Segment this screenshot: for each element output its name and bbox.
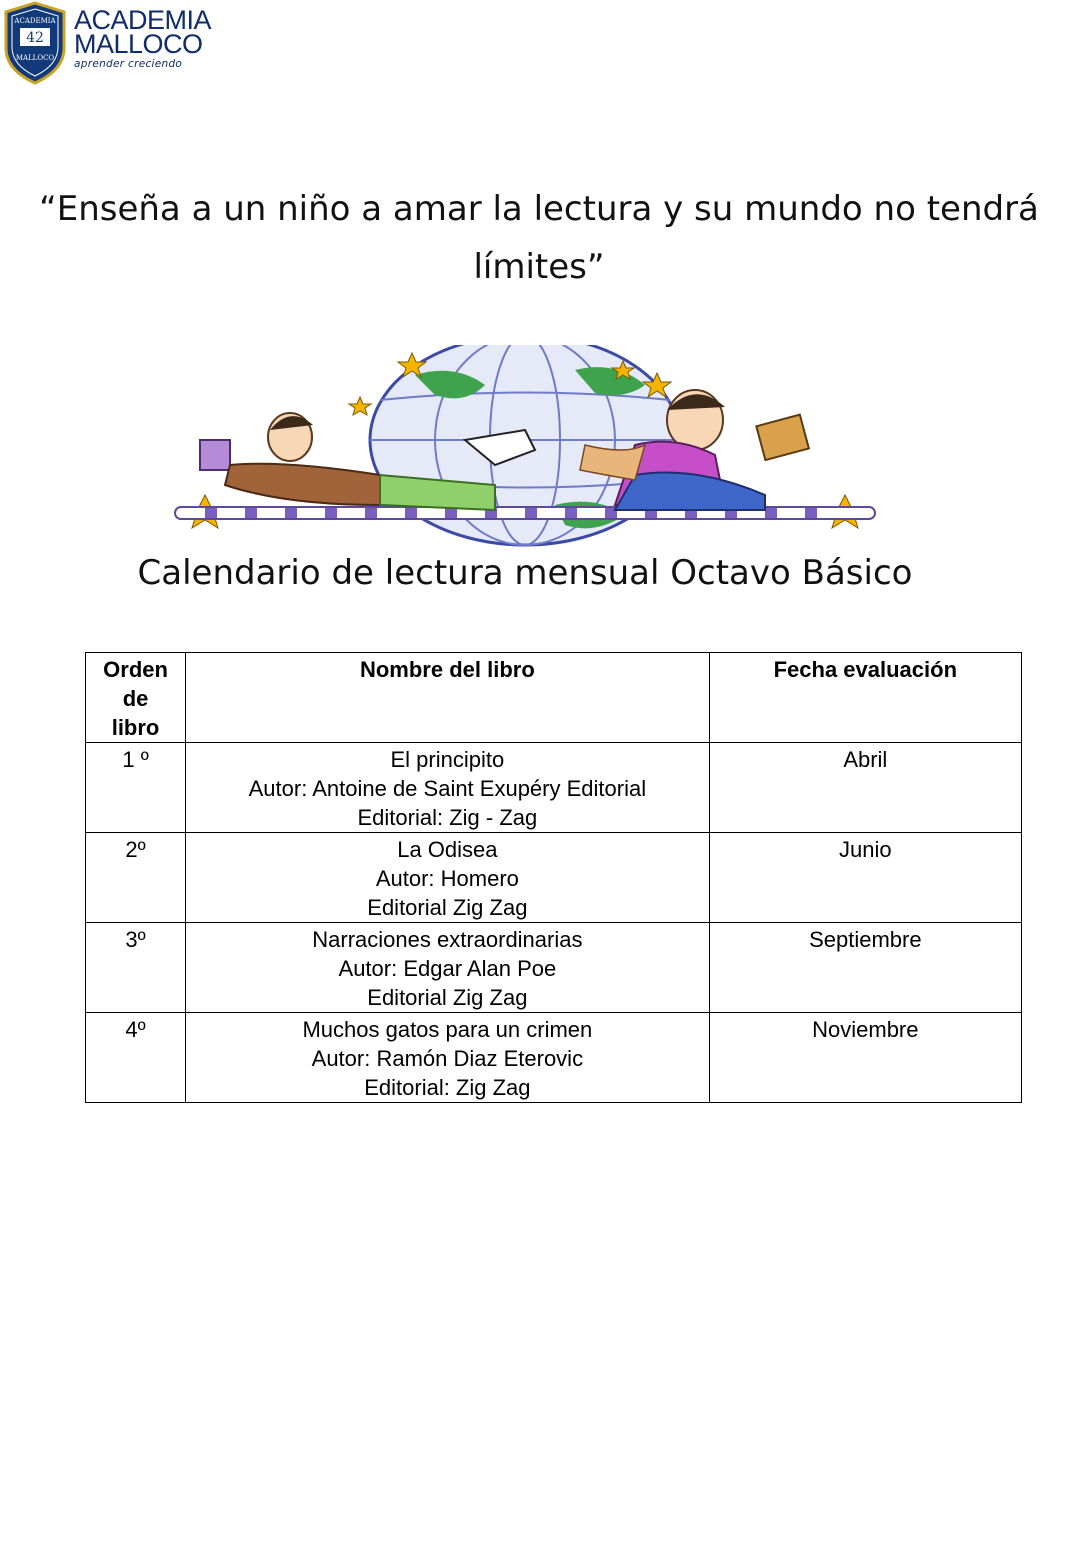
row-book bbox=[186, 923, 710, 1013]
school-logo bbox=[0, 0, 215, 86]
row-date: Septiembre bbox=[709, 923, 1021, 1013]
book-title: El principito bbox=[390, 747, 505, 772]
quote-line-1: “Enseña a un niño a amar la lectura y su mundo no tendrá bbox=[39, 189, 1039, 229]
book-author: Autor: Antoine de Saint Exupéry Editorial bbox=[248, 776, 647, 801]
row-order: 1 º bbox=[86, 743, 186, 833]
row-book bbox=[186, 743, 710, 833]
row-date: Noviembre bbox=[709, 1013, 1021, 1103]
table-header-row bbox=[86, 653, 1022, 743]
row-order: 4º bbox=[86, 1013, 186, 1103]
book-author: Autor: Edgar Alan Poe bbox=[338, 956, 557, 981]
book-publisher: Editorial: Zig Zag bbox=[364, 1075, 531, 1100]
book-publisher: Editorial Zig Zag bbox=[367, 895, 528, 920]
book-title: Muchos gatos para un crimen bbox=[302, 1017, 593, 1042]
book-title: Narraciones extraordinarias bbox=[312, 927, 583, 952]
school-seal-icon bbox=[0, 0, 70, 86]
book-author: Autor: Ramón Diaz Eterovic bbox=[311, 1046, 584, 1071]
children-reading-globe-illustration bbox=[165, 345, 885, 550]
header-order: Orden de libro bbox=[86, 653, 186, 743]
book-publisher: Editorial Zig Zag bbox=[367, 985, 528, 1010]
row-order: 3º bbox=[86, 923, 186, 1013]
table-row bbox=[86, 743, 1022, 833]
row-book bbox=[186, 1013, 710, 1103]
row-date: Junio bbox=[709, 833, 1021, 923]
quote bbox=[20, 180, 1058, 296]
logo-tagline: aprender creciendo bbox=[74, 58, 183, 70]
svg-text:MALLOCO: MALLOCO bbox=[15, 54, 55, 62]
page-heading: Calendario de lectura mensual Octavo Básico bbox=[137, 553, 913, 593]
reading-calendar-table bbox=[85, 652, 1022, 1103]
table-row bbox=[86, 833, 1022, 923]
logo-name-line1: ACADEMIA bbox=[74, 5, 212, 35]
table-row bbox=[86, 1013, 1022, 1103]
header-book-name: Nombre del libro bbox=[186, 653, 710, 743]
row-date: Abril bbox=[709, 743, 1021, 833]
svg-text:ACADEMIA: ACADEMIA bbox=[14, 17, 56, 25]
row-order: 2º bbox=[86, 833, 186, 923]
book-publisher: Editorial: Zig - Zag bbox=[357, 805, 538, 830]
book-title: La Odisea bbox=[397, 837, 498, 862]
table-row bbox=[86, 923, 1022, 1013]
svg-text:42: 42 bbox=[26, 30, 44, 46]
book-author: Autor: Homero bbox=[375, 866, 519, 891]
quote-line-2: límites” bbox=[473, 247, 605, 287]
header-evaluation-date: Fecha evaluación bbox=[709, 653, 1021, 743]
row-book bbox=[186, 833, 710, 923]
logo-name-line2: MALLOCO bbox=[74, 29, 203, 59]
